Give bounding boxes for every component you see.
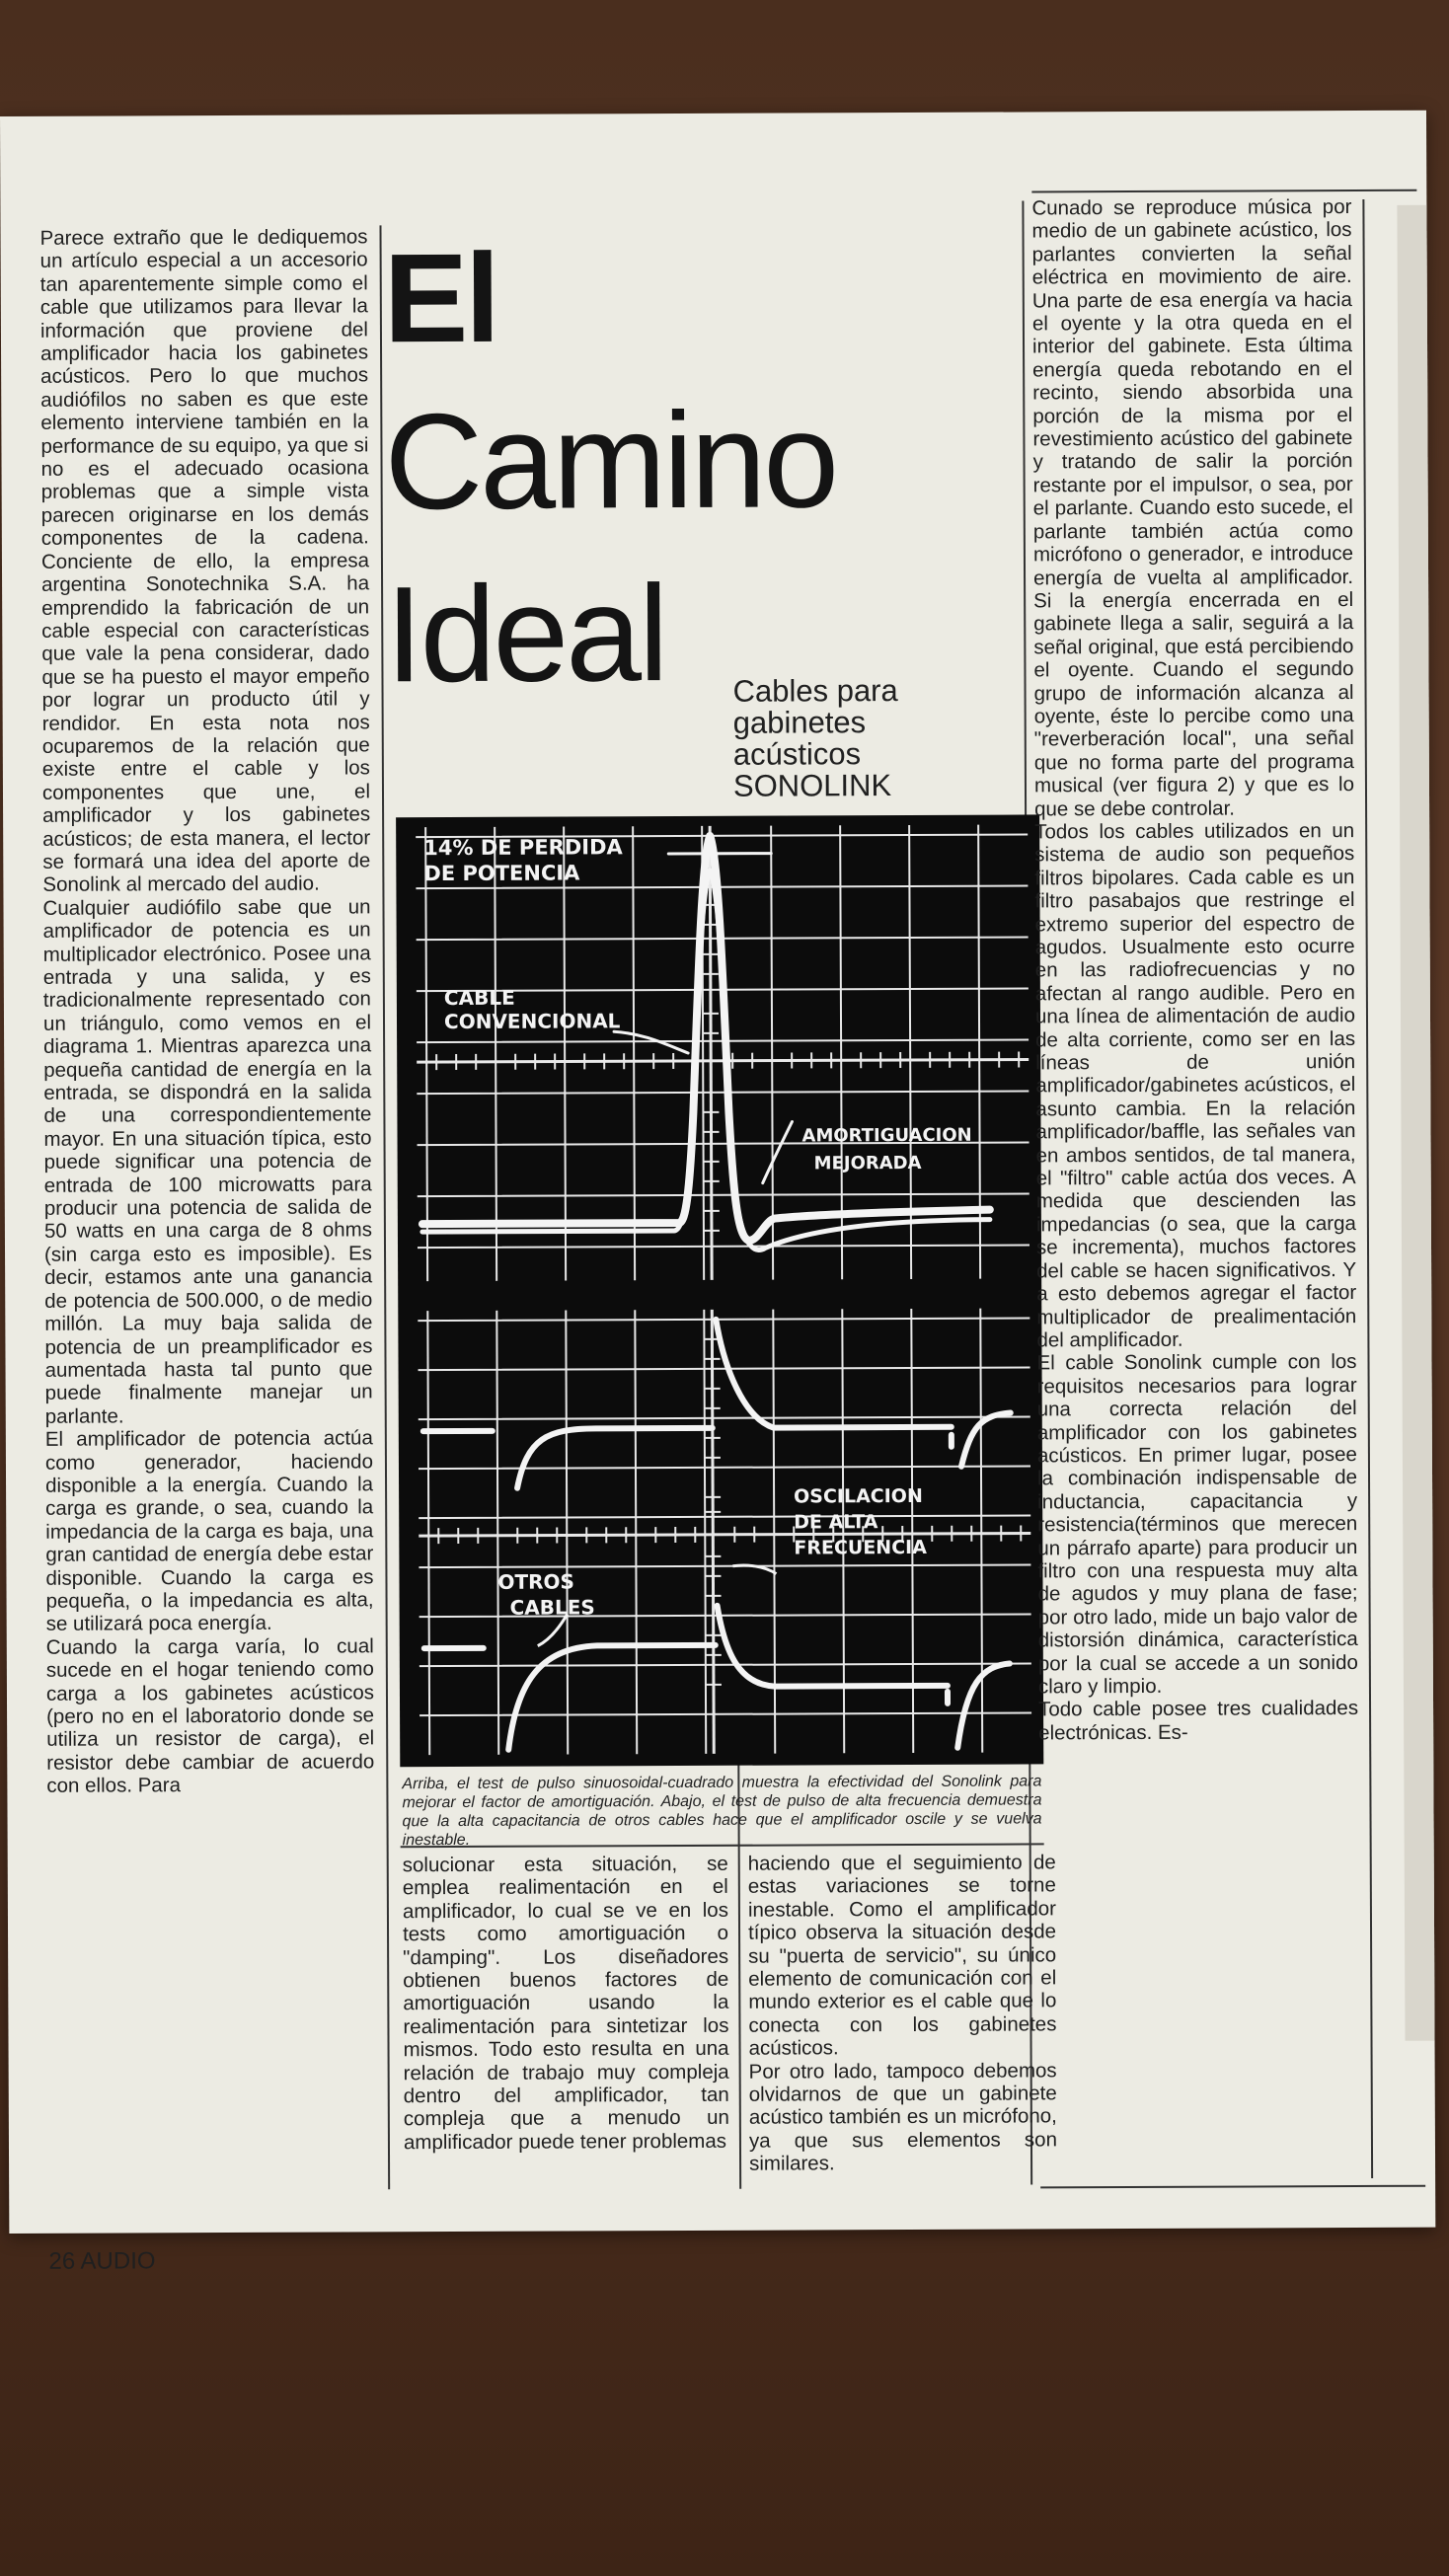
label-osc-line1: OSCILACION bbox=[794, 1484, 923, 1508]
column-rule bbox=[1362, 199, 1373, 2178]
text-column-4 bbox=[1031, 195, 1358, 1745]
figure-caption: Arriba, el test de pulso sinuosoidal-cuadrado muestra la efectividad del Sonolink para mejorar el factor de amortiguación. Abajo, el test de pulso de alta frecuencia demuestra que la alta capacitancia de otros cables hace que el amplificador oscile y se vuelva inestable. bbox=[402, 1773, 1042, 1850]
oscilloscope-svg bbox=[396, 814, 1043, 1767]
title-line-2: Camino bbox=[384, 384, 837, 539]
paragraph: Todo cable posee tres cualidades electrónicas. Es- bbox=[1038, 1697, 1359, 1745]
paragraph: Parece extraño que le dediquemos un artículo especial a un accesorio tan aparentemente simple como el cable que utilizamos para llevar la información que proviene del amplificador hacia los gabinetes acústicos. Pero lo que muchos audiófilos no saben es que este elemento interviene también en la performance de su equipo, ya que si no es el adecuado ocasiona problemas que a simple vista parecen originarse en los demás componentes de la cadena. Conciente de ello, la empresa argentina Sonotechnika S.A. ha emprendido la fabricación de un cable especial con características que vale la pena considerar, dado que se ha puesto el mayor empeño por lograr un producto útil y rendidor. En esta nota nos ocuparemos de la relación que existe entre el cable y los componentes que une, el amplificador y los gabinetes acústicos; de esta manera, el lector se formará una idea del aporte de Sonolink al mercado del audio. bbox=[39, 225, 371, 897]
paragraph: Por otro lado, tampoco debemos olvidarnos de que un gabinete acústico también es un micrófono, ya que sus elementos son similares. bbox=[748, 2059, 1058, 2175]
paragraph: Cualquier audiófilo sabe que un amplificador de potencia es un multiplicador electrónico. Posee una entrada y una salida, y es tradicionalmente representado con un triángulo, como vemos en el diagrama 1. Mientras aparezca una pequeña cantidad de energía en la entrada, se dispondrá en la salida de una correspondientemente mayor. En una situación típica, esto puede significar una potencia de entrada de 100 microwatts para producir una potencia de salida de 50 watts en una carga de 8 ohms (sin carga esto es imposible). Es decir, estamos ante una ganancia de potencia de 500.000, o de medio millón. La muy baja salida de potencia de un preamplificador es aumentada hasta tal punto que puede finalmente manejar un parlante. bbox=[42, 895, 373, 1428]
label-otros-line2: CABLES bbox=[509, 1595, 595, 1620]
text-column-1 bbox=[39, 225, 374, 1797]
label-amort-line2: MEJORADA bbox=[813, 1152, 922, 1174]
subtitle-line-2: gabinetes bbox=[732, 705, 867, 740]
paragraph: haciendo que el seguimiento de estas variaciones se torne inestable. Como el amplificador típico observa la situación desde su "puerta de servicio", su único elemento de comunicación con el mundo exterior es el cable que lo conecta con los gabinetes acústicos. bbox=[747, 1851, 1057, 2060]
article-subtitle bbox=[732, 675, 898, 802]
bottom-rule bbox=[1040, 2185, 1425, 2189]
label-perdida-line2: DE POTENCIA bbox=[423, 861, 580, 886]
subtitle-line-4: SONOLINK bbox=[732, 768, 892, 803]
label-cable-line1: CABLE bbox=[443, 985, 515, 1011]
page-footer: 26 AUDIO bbox=[48, 2247, 156, 2275]
paragraph: Todos los cables utilizados en un sistema de audio son pequeños filtros bipolares. Cada cable es un filtro pasabajos que restringe el extremo superior del espectro de agudos. Usualmente esto ocurre en las radiofrecuencias y no afectan al rango audible. Pero en una línea de alimentación de audio de alta corriente, como ser en las líneas de unión amplificador/gabinetes acústicos, el asunto cambia. En la relación amplificador/baffle, las señales van en ambos sentidos, de tal manera, el "filtro" cable actúa dos veces. A medida que descienden las impedancias (o sea, que la carga se incrementa), muchos factores del cable se hacen significativos. Y a esto debemos agregar el factor multiplicador de prealimentación del amplificador. bbox=[1034, 818, 1357, 1352]
next-page-edge bbox=[1397, 205, 1434, 2041]
paragraph: Cunado se reproduce música por medio de un gabinete acústico, los parlantes convierten la señal eléctrica en movimiento de aire. Una parte de esa energía va hacia el oyente y la otra queda en el interior del gabinete. Esta última energía queda rebotando en el recinto, siendo absorbida una porción de la misma por el revestimiento acústico del gabinete y tratando de salir la porción restante por el impulsor, o sea, por el parlante. Cuando esto sucede, el parlante también actúa como micrófono o generador, e introduce energía de vuelta al amplificador. Si la energía encerrada en el gabinete llega a salir, seguirá a la señal original, que está percibiendo el oyente. Cuando el segundo grupo de información alcanza al oyente, éste lo percibe como una "reverberación local", una señal que no forma parte del programa musical (ver figura 2) y que es lo que se debe controlar. bbox=[1031, 195, 1355, 820]
label-osc-line2: DE ALTA bbox=[794, 1511, 878, 1534]
title-line-3: Ideal bbox=[384, 558, 666, 712]
paragraph: El cable Sonolink cumple con los requisitos necesarios para lograr una correcta relación del amplificador con los gabinetes acústicos. En primer lugar, posee la combinación indispensable de inductancia, capacitancia y resistencia(términos que merecen un párrafo aparte) para producir un filtro con una respuesta muy alta de agudos y muy plana de fase; por otro lado, mide un bajo valor de distorsión dinámica, característica por la cual se accede a un sonido claro y limpio. bbox=[1036, 1350, 1358, 1699]
label-amort-line1: AMORTIGUACION bbox=[801, 1124, 972, 1147]
label-cable-line2: CONVENCIONAL bbox=[443, 1009, 621, 1034]
oscilloscope-figure bbox=[396, 814, 1043, 1767]
text-column-2 bbox=[403, 1853, 729, 2155]
magazine-page bbox=[0, 111, 1435, 2275]
label-otros-line1: OTROS bbox=[497, 1569, 574, 1594]
title-line-1: El bbox=[383, 227, 498, 370]
top-rule bbox=[1031, 189, 1416, 193]
paragraph: El amplificador de potencia actúa como generador, haciendo disponible a la energía. Cuando la carga es grande, o sea, cuando la impedancia de la carga es baja, una gran cantidad de energía debe estar disponible. Cuando la carga es pequeña, o la impedancia es alta, se utilizará poca energía. bbox=[44, 1426, 374, 1636]
article-title bbox=[383, 223, 837, 719]
text-column-3 bbox=[748, 1851, 1057, 2175]
subtitle-line-3: acústicos bbox=[732, 736, 862, 772]
label-osc-line3: FRECUENCIA bbox=[794, 1536, 927, 1559]
subtitle-line-1: Cables para bbox=[732, 673, 898, 709]
paragraph: solucionar esta situación, se emplea realimentación en el amplificador, lo cual se ve en los tests como amortiguación o "damping". Los diseñadores obtienen buenos factores de amortiguación usando la realimentación para sintetizar los mismos. Todo esto resulta en una relación de trabajo muy compleja dentro del amplificador, tan compleja que a menudo un amplificador puede tener problemas bbox=[402, 1852, 729, 2155]
paragraph: Cuando la carga varía, lo cual sucede en el hogar teniendo como carga a los gabinetes acústicos (pero no en el laboratorio donde se utiliza un resistor de carga), el resistor debe cambiar de acuerdo con ellos. Para bbox=[45, 1634, 375, 1798]
label-perdida-line1: 14% DE PERDIDA bbox=[423, 835, 623, 861]
